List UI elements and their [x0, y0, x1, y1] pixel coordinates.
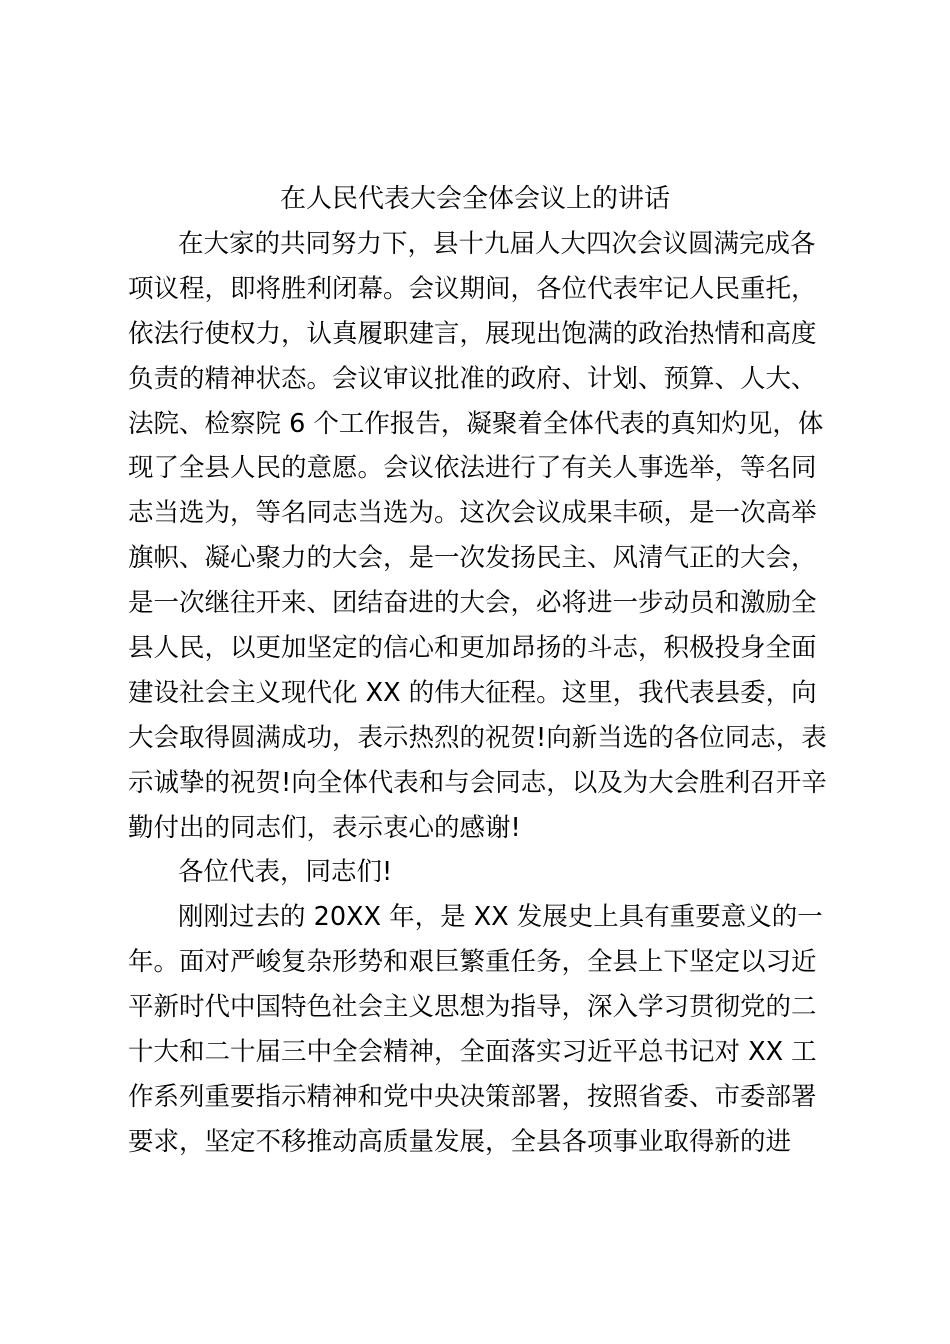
text-line: 在大家的共同努力下，县十九届人大四次会议圆满完成各 — [178, 229, 816, 259]
text-line: 旗帜、凝心聚力的大会，是一次发扬民主、风清气正的大会， — [128, 543, 817, 574]
text-line: 法院、检察院 6 个工作报告，凝聚着全体代表的真知灼见，体 — [128, 408, 824, 439]
text-line: 建设社会主义现代化 XX 的伟大征程。这里，我代表县委，向 — [128, 677, 817, 708]
text-line: 十大和二十届三中全会精神，全面落实习近平总书记对 XX 工 — [128, 1037, 817, 1068]
text-line: 勤付出的同志们，表示衷心的感谢! — [128, 812, 521, 843]
text-line: 项议程，即将胜利闭幕。会议期间，各位代表牢记人民重托， — [128, 273, 817, 304]
text-line: 大会取得圆满成功，表示热烈的祝贺!向新当选的各位同志，表 — [128, 722, 827, 753]
text-line: 县人民，以更加坚定的信心和更加昂扬的斗志，积极投身全面 — [128, 633, 817, 664]
text-line: 是一次继往开来、团结奋进的大会，必将进一步动员和激励全 — [128, 588, 817, 619]
text-line: 刚刚过去的 20XX 年，是 XX 发展史上具有重要意义的一 — [178, 902, 823, 933]
text-line: 负责的精神状态。会议审议批准的政府、计划、预算、人大、 — [128, 363, 817, 394]
document-body — [128, 222, 828, 1165]
text-line: 示诚挚的祝贺!向全体代表和与会同志，以及为大会胜利召开辛 — [128, 767, 827, 798]
paragraph-1 — [128, 222, 828, 850]
text-line: 现了全县人民的意愿。会议依法进行了有关人事选举，等名同 — [128, 453, 817, 484]
text-line: 各位代表，同志们! — [178, 857, 393, 888]
text-line: 要求，坚定不移推动高质量发展，全县各项事业取得新的进 — [128, 1126, 792, 1157]
text-line: 依法行使权力，认真履职建言，展现出饱满的政治热情和高度 — [128, 318, 817, 349]
paragraph-3 — [128, 895, 828, 1164]
paragraph-2 — [128, 850, 828, 895]
text-line: 志当选为，等名同志当选为。这次会议成果丰硕，是一次高举 — [128, 498, 817, 529]
text-line: 年。面对严峻复杂形势和艰巨繁重任务，全县上下坚定以习近 — [128, 947, 817, 978]
text-line: 平新时代中国特色社会主义思想为指导，深入学习贯彻党的二 — [128, 992, 817, 1023]
text-line: 作系列重要指示精神和党中央决策部署，按照省委、市委部署 — [128, 1081, 817, 1112]
document-title: 在人民代表大会全体会议上的讲话 — [279, 184, 670, 214]
